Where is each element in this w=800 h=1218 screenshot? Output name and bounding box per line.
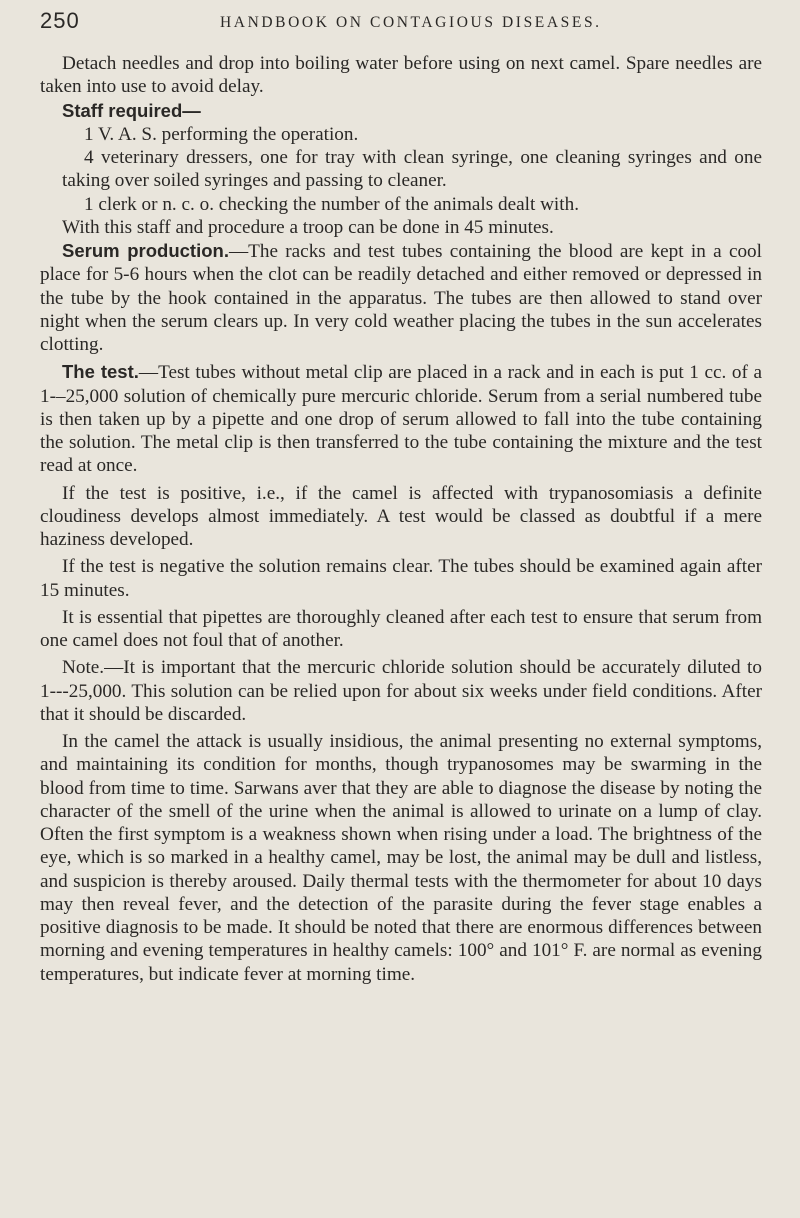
page-number: 250 bbox=[40, 8, 80, 33]
paragraph-pipettes: It is essential that pipettes are thoroughly cleaned after each test to ensure that serum from one camel does not foul that of another. bbox=[40, 606, 762, 651]
running-title: HANDBOOK ON CONTAGIOUS DISEASES. bbox=[220, 14, 602, 31]
staff-item: 1 V. A. S. performing the operation. bbox=[84, 123, 359, 145]
paragraph-negative: If the test is negative the solution remains clear. The tubes should be examined again after 15 minutes. bbox=[40, 556, 762, 601]
paragraph-positive: If the test is positive, i.e., if the camel is affected with trypanosomiasis a definite cloudiness develops almost immediately. A test would be classed as doubtful if a mere haziness developed. bbox=[40, 482, 762, 550]
serum-heading: Serum production. bbox=[62, 240, 229, 261]
paragraph-serum-production bbox=[40, 239, 762, 356]
staff-item: 4 veterinary dressers, one for tray with clean syringe, one cleaning syringes and one taking over soiled syringes and passing to cleaner. bbox=[62, 147, 762, 192]
test-heading: The test. bbox=[62, 361, 139, 383]
paragraph-detach-needles: Detach needles and drop into boiling water before using on next camel. Spare needles are taken into use to avoid delay. bbox=[40, 53, 762, 98]
paragraph-the-test bbox=[40, 360, 762, 477]
test-text: —Test tubes without metal clip are placed in a rack and in each is put 1 cc. of a 1-–25,000 solution of chemically pure mercuric chloride. Serum from a serial numbered tube is then taken up by a pipette and one drop of serum allowed to fall into the tube containing the solution. The metal clip is then transferred to the tube containing the mixture and the test read at once. bbox=[40, 362, 762, 477]
running-header bbox=[40, 6, 760, 36]
staff-heading bbox=[40, 99, 762, 123]
body-text bbox=[40, 52, 762, 986]
paragraph-note: Note.—It is important that the mercuric chloride solution should be accurately diluted to 1---25,000. This solution can be relied upon for about six weeks under field conditions. After that it should be discarded. bbox=[40, 657, 762, 725]
paragraph-camel-attack: In the camel the attack is usually insidious, the animal presenting no external symptoms, and maintaining its condition for months, though trypanosomes may be swarming in the blood from time to time. Sarwans aver that they are able to diagnose the disease by noting the character of the smell of the urine when the animal is allowed to urinate on a lump of clay. Often the first symptom is a weakness shown when rising under a load. The brightness of the eye, which is so marked in a healthy camel, may be lost, the animal may be dull and listless, and suspicion is thereby aroused. Daily thermal tests with the thermometer for about 10 days may then reveal fever, and the detection of the parasite during the fever stage enables a positive diagnosis to be made. It should be noted that there are enormous differences between morning and evening temperatures in healthy camels: 100° and 101° F. are normal as evening temperatures, but indicate fever at morning time. bbox=[40, 731, 762, 985]
serum-text: —The racks and test tubes containing the blood are kept in a cool place for 5-6 hours when the clot can be readily detached and either removed or depressed in the tube by the hook contained in the apparatus. The tubes are then allowed to stand over night when the serum clears up. In very cold weather placing the tubes in the sun accelerates clotting. bbox=[40, 241, 762, 355]
paragraph-staff-time: With this staff and procedure a troop can be done in 45 minutes. bbox=[62, 216, 554, 238]
staff-heading-text: Staff required— bbox=[62, 99, 201, 121]
staff-item: 1 clerk or n. c. o. checking the number of the animals dealt with. bbox=[84, 193, 579, 215]
